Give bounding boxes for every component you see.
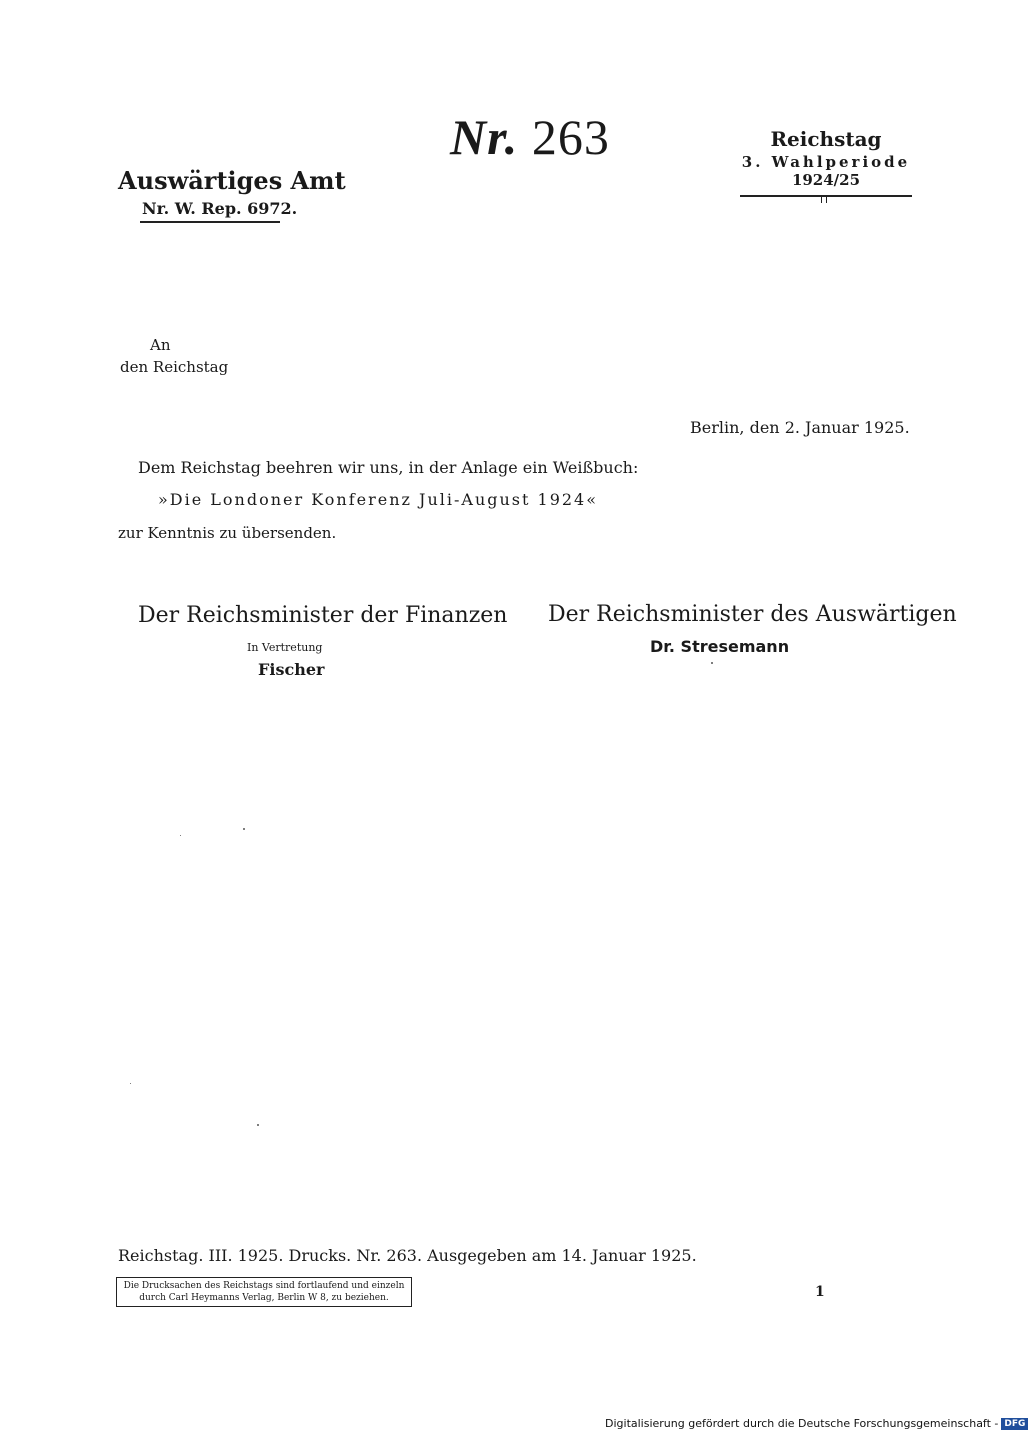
page-number: 1 — [815, 1284, 825, 1300]
scan-speck — [711, 662, 713, 664]
document-number — [450, 108, 610, 166]
reichstag-years: 1924/25 — [791, 171, 861, 189]
body-line-1: Dem Reichstag beehren wir uns, in der Anlage ein Weißbuch: — [138, 458, 639, 477]
scan-speck — [243, 828, 245, 830]
date-line: Berlin, den 2. Januar 1925. — [690, 418, 910, 437]
office-underline — [140, 221, 280, 223]
digitization-credit-text: Digitalisierung gefördert durch die Deutsche Forschungsgemeinschaft - — [605, 1417, 999, 1430]
office-block — [118, 166, 346, 218]
reichstag-period: 3. Wahlperiode — [741, 153, 911, 171]
address-line-1: An — [150, 336, 171, 354]
reichstag-block — [740, 127, 912, 189]
footer-publication-line: Reichstag. III. 1925. Drucks. Nr. 263. Ausgegeben am 14. Januar 1925. — [118, 1246, 697, 1265]
signature-left-title: Der Reichsminister der Finanzen — [138, 603, 508, 628]
signature-left-subtitle: In Vertretung — [247, 641, 323, 654]
footer-notice-line-2: durch Carl Heymanns Verlag, Berlin W 8, zu beziehen. — [139, 1293, 389, 1303]
scan-speck — [130, 1083, 131, 1084]
document-number-value: 263 — [531, 109, 610, 165]
address-line-2: den Reichstag — [120, 358, 229, 376]
signature-left-name: Fischer — [258, 660, 325, 679]
reichstag-underline-tick — [821, 195, 827, 203]
footer-notice-box — [116, 1277, 412, 1307]
office-reference: Nr. W. Rep. 6972. — [142, 199, 298, 218]
digitization-credit — [605, 1417, 1028, 1430]
signature-right-name: Dr. Stresemann — [650, 637, 790, 656]
document-number-prefix: Nr. — [450, 109, 519, 165]
scan-speck — [257, 1124, 259, 1126]
scan-speck — [180, 835, 181, 836]
signature-right-title: Der Reichsminister des Auswärtigen — [548, 602, 957, 627]
body-line-3: zur Kenntnis zu übersenden. — [118, 524, 337, 542]
office-name: Auswärtiges Amt — [118, 166, 346, 195]
body-line-2: »Die Londoner Konferenz Juli-August 1924« — [158, 490, 599, 509]
dfg-logo-icon: DFG — [1001, 1418, 1028, 1430]
reichstag-title: Reichstag — [770, 127, 882, 151]
footer-notice-line-1: Die Drucksachen des Reichstags sind fortlaufend und einzeln — [123, 1281, 405, 1291]
